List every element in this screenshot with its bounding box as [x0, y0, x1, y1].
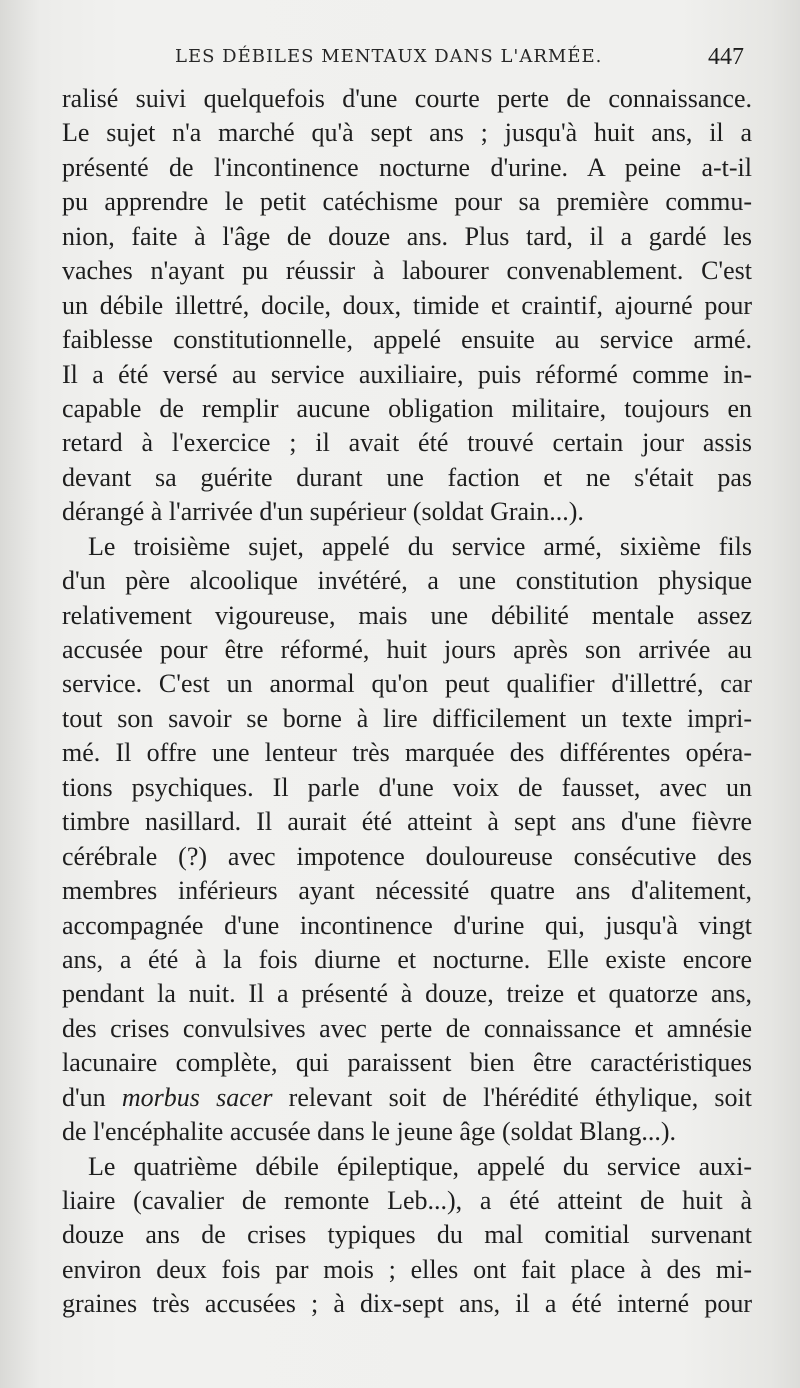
- text-line: vaches n'ayant pu réussir à labourer convenablement. C'est: [62, 256, 752, 286]
- text-line: Il a été versé au service auxiliaire, puis réformé comme in-: [62, 359, 752, 389]
- text-line: Le troisième sujet, appelé du service armé, sixième fils: [88, 531, 752, 561]
- text-line: accompagnée d'une incontinence d'urine qui, jusqu'à vingt: [62, 910, 752, 940]
- text-line: douze ans de crises typiques du mal comitial survenant: [62, 1220, 752, 1250]
- text-line: mé. Il offre une lenteur très marquée des différentes opéra-: [62, 738, 752, 768]
- text-line: service. C'est un anormal qu'on peut qualifier d'illettré, car: [62, 669, 752, 699]
- text-line: Le sujet n'a marché qu'à sept ans ; jusqu'à huit ans, il a: [62, 118, 752, 148]
- text-line: d'un morbus sacer relevant soit de l'hérédité éthylique, soit: [62, 1082, 752, 1112]
- text-line: capable de remplir aucune obligation militaire, toujours en: [62, 393, 752, 423]
- text-line: pendant la nuit. Il a présenté à douze, treize et quatorze ans,: [62, 979, 752, 1009]
- text-line: timbre nasillard. Il aurait été atteint à sept ans d'une fièvre: [62, 807, 752, 837]
- text-line: présenté de l'incontinence nocturne d'urine. A peine a-t-il: [62, 152, 752, 182]
- text-line: de l'encéphalite accusée dans le jeune âge (soldat Blang...).: [62, 1117, 676, 1147]
- page-number: 447: [708, 44, 744, 70]
- italic-phrase: morbus sacer: [121, 1082, 273, 1112]
- text-line: membres inférieurs ayant nécessité quatre ans d'alitement,: [62, 876, 752, 906]
- text-line: nion, faite à l'âge de douze ans. Plus tard, il a gardé les: [62, 221, 752, 251]
- text-line: un débile illettré, docile, doux, timide et craintif, ajourné pour: [62, 290, 752, 320]
- text-line: faiblesse constitutionnelle, appelé ensuite au service armé.: [62, 325, 752, 355]
- text-line: tions psychiques. Il parle d'une voix de fausset, avec un: [62, 772, 752, 802]
- text-line: graines très accusées ; à dix-sept ans, il a été interné pour: [62, 1289, 752, 1319]
- page-header: [0, 44, 800, 74]
- text-line: liaire (cavalier de remonte Leb...), a été atteint de huit à: [62, 1186, 752, 1215]
- text-line: cérébrale (?) avec impotence douloureuse consécutive des: [62, 841, 752, 871]
- text-line: dérangé à l'arrivée d'un supérieur (soldat Grain...).: [62, 497, 584, 527]
- text-line: tout son savoir se borne à lire difficilement un texte impri-: [62, 703, 752, 733]
- text-line: ralisé suivi quelquefois d'une courte perte de connaissance.: [62, 84, 752, 113]
- text-line: devant sa guérite durant une faction et ne s'était pas: [62, 462, 752, 492]
- text-line: d'un père alcoolique invétéré, a une constitution physique: [62, 566, 752, 596]
- body-text: [62, 82, 752, 1322]
- text-line: des crises convulsives avec perte de connaissance et amnésie: [62, 1013, 752, 1043]
- text-line: pu apprendre le petit catéchisme pour sa première commu-: [62, 187, 752, 217]
- text-line: ans, a été à la fois diurne et nocturne. Elle existe encore: [62, 944, 752, 974]
- text-line: accusée pour être réformé, huit jours après son arrivée au: [62, 635, 752, 664]
- text-line: Le quatrième débile épileptique, appelé du service auxi-: [88, 1151, 752, 1181]
- text-line: relativement vigoureuse, mais une débilité mentale assez: [62, 600, 752, 630]
- text-line: environ deux fois par mois ; elles ont fait place à des mi-: [62, 1254, 752, 1284]
- text-line: lacunaire complète, qui paraissent bien être caractéristiques: [62, 1048, 752, 1078]
- text-line: retard à l'exercice ; il avait été trouvé certain jour assis: [62, 428, 752, 458]
- running-title: LES DÉBILES MENTAUX DANS L'ARMÉE.: [175, 46, 603, 67]
